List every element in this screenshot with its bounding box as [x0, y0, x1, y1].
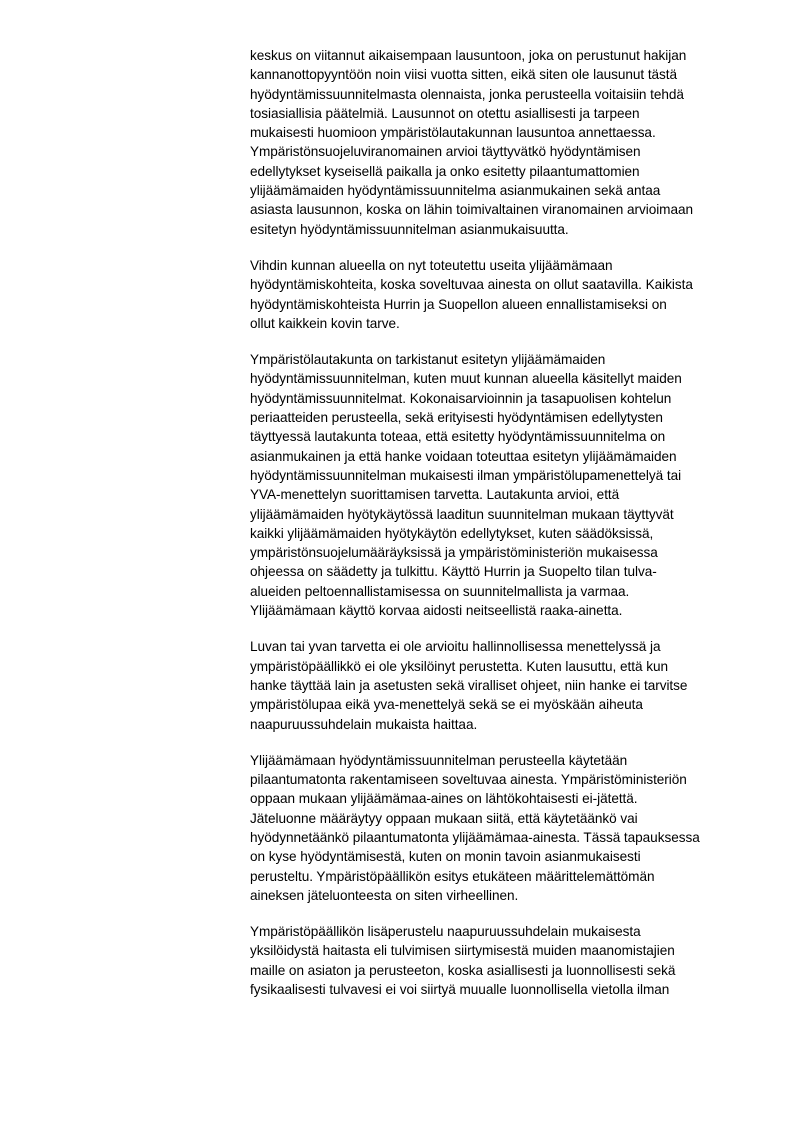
text-line: hyödynnetäänkö pilaantumatonta ylijäämämaa-ainesta. Tässä tapauksessa	[250, 829, 700, 845]
text-line: Ympäristölautakunta on tarkistanut esitetyn ylijäämämaiden	[250, 352, 606, 368]
text-line: aineksen jäteluonteesta on siten virheellinen.	[250, 887, 519, 903]
paragraph	[250, 256, 720, 333]
text-line: ylijäämämaiden hyötykäytössä laaditun suunnitelman mukaan täyttyvät	[250, 506, 674, 522]
text-line: Luvan tai yvan tarvetta ei ole arvioitu hallinnollisessa menettelyssä ja	[250, 639, 661, 655]
text-line: asianmukainen ja että hanke voidaan toteuttaa esitetyn ylijäämämaiden	[250, 448, 677, 464]
text-line: ympäristölupaa eikä yva-menettelyä sekä se ei myöskään aiheuta	[250, 697, 643, 713]
paragraph	[250, 350, 720, 620]
text-line: ympäristöpäällikkö ei ole yksilöinyt perustetta. Kuten lausuttu, että kun	[250, 658, 668, 674]
paragraph	[250, 922, 720, 999]
text-line: täyttyessä lautakunta toteaa, että esitetty hyödyntämissuunnitelma on	[250, 429, 666, 445]
text-line: Ympäristöpäällikön lisäperustelu naapuruussuhdelain mukaisesta	[250, 924, 641, 940]
text-line: hyödyntämissuunnitelman mukaisesti ilman ympäristölupamenettelyä tai	[250, 467, 682, 483]
text-line: Ylijäämämaan käyttö korvaa aidosti neitseellistä raaka-ainetta.	[250, 603, 623, 619]
text-line: esitetyn hyödyntämissuunnitelman asianmukaisuutta.	[250, 221, 569, 237]
text-line: hyödyntämissuunnitelman, kuten muut kunnan alueella käsitellyt maiden	[250, 371, 682, 387]
text-line: keskus on viitannut aikaisempaan lausuntoon, joka on perustunut hakijan	[250, 48, 687, 63]
text-line: hyödyntämiskohteista Hurrin ja Suopellon alueen ennallistamiseksi on	[250, 296, 667, 312]
text-line: asiasta lausunnon, koska on lähin toimivaltainen viranomainen arvioimaan	[250, 202, 693, 218]
document-page	[250, 46, 720, 1016]
text-line: alueiden peltoennallistamisessa on suunnitelmallista ja varmaa.	[250, 583, 630, 599]
text-line: hanke täyttää lain ja asetusten sekä viralliset ohjeet, niin hanke ei tarvitse	[250, 677, 688, 693]
text-line: ylijäämämaiden hyödyntämissuunnitelma asianmukainen sekä antaa	[250, 183, 661, 199]
text-line: Vihdin kunnan alueella on nyt toteutettu useita ylijäämämaan	[250, 257, 613, 273]
text-line: yksilöidystä haitasta eli tulvimisen siirtymisestä muiden maanomistajien	[250, 943, 675, 959]
text-line: on kyse hyödyntämisestä, kuten on monin tavoin asianmukaisesti	[250, 849, 641, 865]
text-line: kannanottopyyntöön noin viisi vuotta sitten, eikä siten ole lausunut tästä	[250, 67, 678, 83]
text-line: Jäteluonne määräytyy oppaan mukaan siitä, että käytetäänkö vai	[250, 810, 638, 826]
paragraph	[250, 637, 720, 733]
text-line: periaatteiden perusteella, sekä erityisesti hyödyntämisen edellytysten	[250, 410, 663, 426]
paragraph	[250, 751, 720, 905]
text-line: ympäristönsuojelumääräyksissä ja ympäristöministeriön mukaisessa	[250, 545, 658, 561]
text-line: hyödyntämissuunnitelmasta olennaista, jonka perusteella voitaisiin tehdä	[250, 86, 684, 102]
text-line: Ympäristönsuojeluviranomainen arvioi täyttyvätkö hyödyntämisen	[250, 144, 641, 160]
text-line: pilaantumatonta rakentamiseen soveltuvaa ainesta. Ympäristöministeriön	[250, 772, 687, 788]
paragraph	[250, 46, 720, 239]
text-line: YVA-menettelyn suorittamisen tarvetta. Lautakunta arvioi, että	[250, 487, 620, 503]
text-line: Ylijäämämaan hyödyntämissuunnitelman perusteella käytetään	[250, 752, 628, 768]
text-line: hyödyntämiskohteita, koska soveltuvaa ainesta on ollut saatavilla. Kaikista	[250, 277, 693, 293]
text-line: edellytykset kyseisellä paikalla ja onko esitetty pilaantumattomien	[250, 163, 640, 179]
text-line: kaikki ylijäämämaiden hyötykäytön edellytykset, kuten säädöksissä,	[250, 525, 654, 541]
text-line: tosiasiallisia päätelmiä. Lausunnot on otettu asiallisesti ja tarpeen	[250, 105, 640, 121]
text-line: perusteltu. Ympäristöpäällikön esitys etukäteen määrittelemättömän	[250, 868, 655, 884]
text-line: ollut kaikkein kovin tarve.	[250, 315, 400, 331]
text-line: maille on asiaton ja perusteeton, koska asiallisesti ja luonnollisesti sekä	[250, 962, 676, 978]
text-line: fysikaalisesti tulvavesi ei voi siirtyä muualle luonnollisella vietolla ilman	[250, 982, 670, 998]
text-line: hyödyntämissuunnitelmat. Kokonaisarvioinnin ja tasapuolisen kohtelun	[250, 390, 672, 406]
text-line: mukaisesti huomioon ympäristölautakunnan lausuntoa annettaessa.	[250, 125, 656, 141]
text-line: naapuruussuhdelain mukaista haittaa.	[250, 716, 478, 732]
text-line: ohjeessa on säädetty ja tulkittu. Käyttö Hurrin ja Suopelto tilan tulva-	[250, 564, 657, 580]
text-line: oppaan mukaan ylijäämämaa-aines on lähtökohtaisesti ei-jätettä.	[250, 791, 638, 807]
